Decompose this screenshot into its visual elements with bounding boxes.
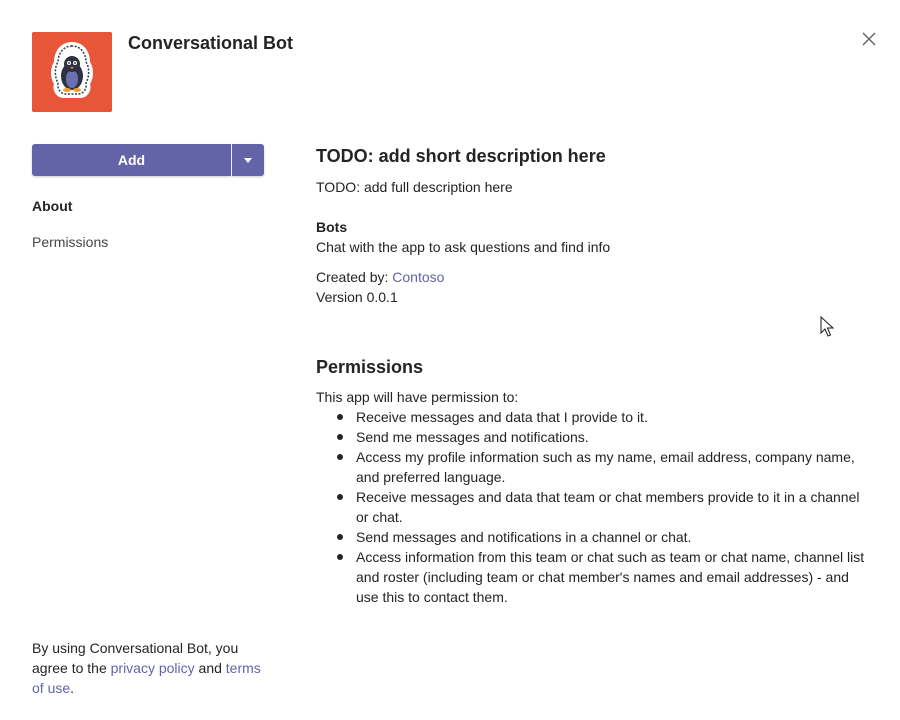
nav-permissions[interactable]: Permissions [32, 234, 109, 250]
bots-heading: Bots [316, 219, 348, 235]
app-icon [32, 32, 112, 112]
details-panel [316, 144, 876, 607]
created-by [316, 267, 876, 287]
short-description: TODO: add short description here [316, 146, 606, 166]
permissions-heading: Permissions [316, 357, 424, 377]
permission-item: Receive messages and data that team or chat members provide to it in a channel or chat. [356, 487, 866, 527]
full-description: TODO: add full description here [316, 179, 513, 195]
nav-about[interactable]: About [32, 198, 73, 214]
app-title: Conversational Bot [128, 33, 294, 53]
version-text: Version 0.0.1 [316, 289, 398, 305]
caret-down-icon [244, 158, 252, 163]
add-button-group [32, 144, 264, 176]
terms-footer [32, 638, 272, 698]
add-divider [231, 144, 232, 176]
footer-prefix: By using Conversational Bot, you agree to the [32, 640, 239, 676]
terms-of-use-link[interactable]: terms of use [32, 660, 261, 696]
bot-penguin-icon [32, 32, 112, 112]
permission-item: Access information from this team or chat such as team or chat name, channel list and roster (including team or chat member's names and email addresses) - and use this to contact them. [356, 549, 865, 605]
permission-item: Access my profile information such as my name, email address, company name, and preferred language. [356, 447, 866, 487]
permission-item: Send messages and notifications in a channel or chat. [356, 527, 866, 547]
close-button[interactable] [858, 28, 880, 50]
footer-suffix: . [70, 680, 75, 696]
close-icon [862, 32, 876, 46]
bots-description: Chat with the app to ask questions and find info [316, 239, 611, 255]
developer-link[interactable]: Contoso [392, 269, 445, 285]
permissions-intro: This app will have permission to: [316, 389, 519, 405]
created-by-label: Created by: [316, 269, 389, 285]
permission-item: Receive messages and data that I provide to it. [356, 407, 866, 427]
add-options-button[interactable] [232, 144, 264, 176]
privacy-policy-link[interactable]: privacy policy [110, 660, 195, 676]
footer-and: and [198, 660, 222, 676]
mouse-cursor-icon [820, 316, 836, 340]
add-button[interactable]: Add [32, 144, 231, 176]
permission-item: Send me messages and notifications. [356, 427, 866, 447]
permissions-list [316, 407, 866, 607]
